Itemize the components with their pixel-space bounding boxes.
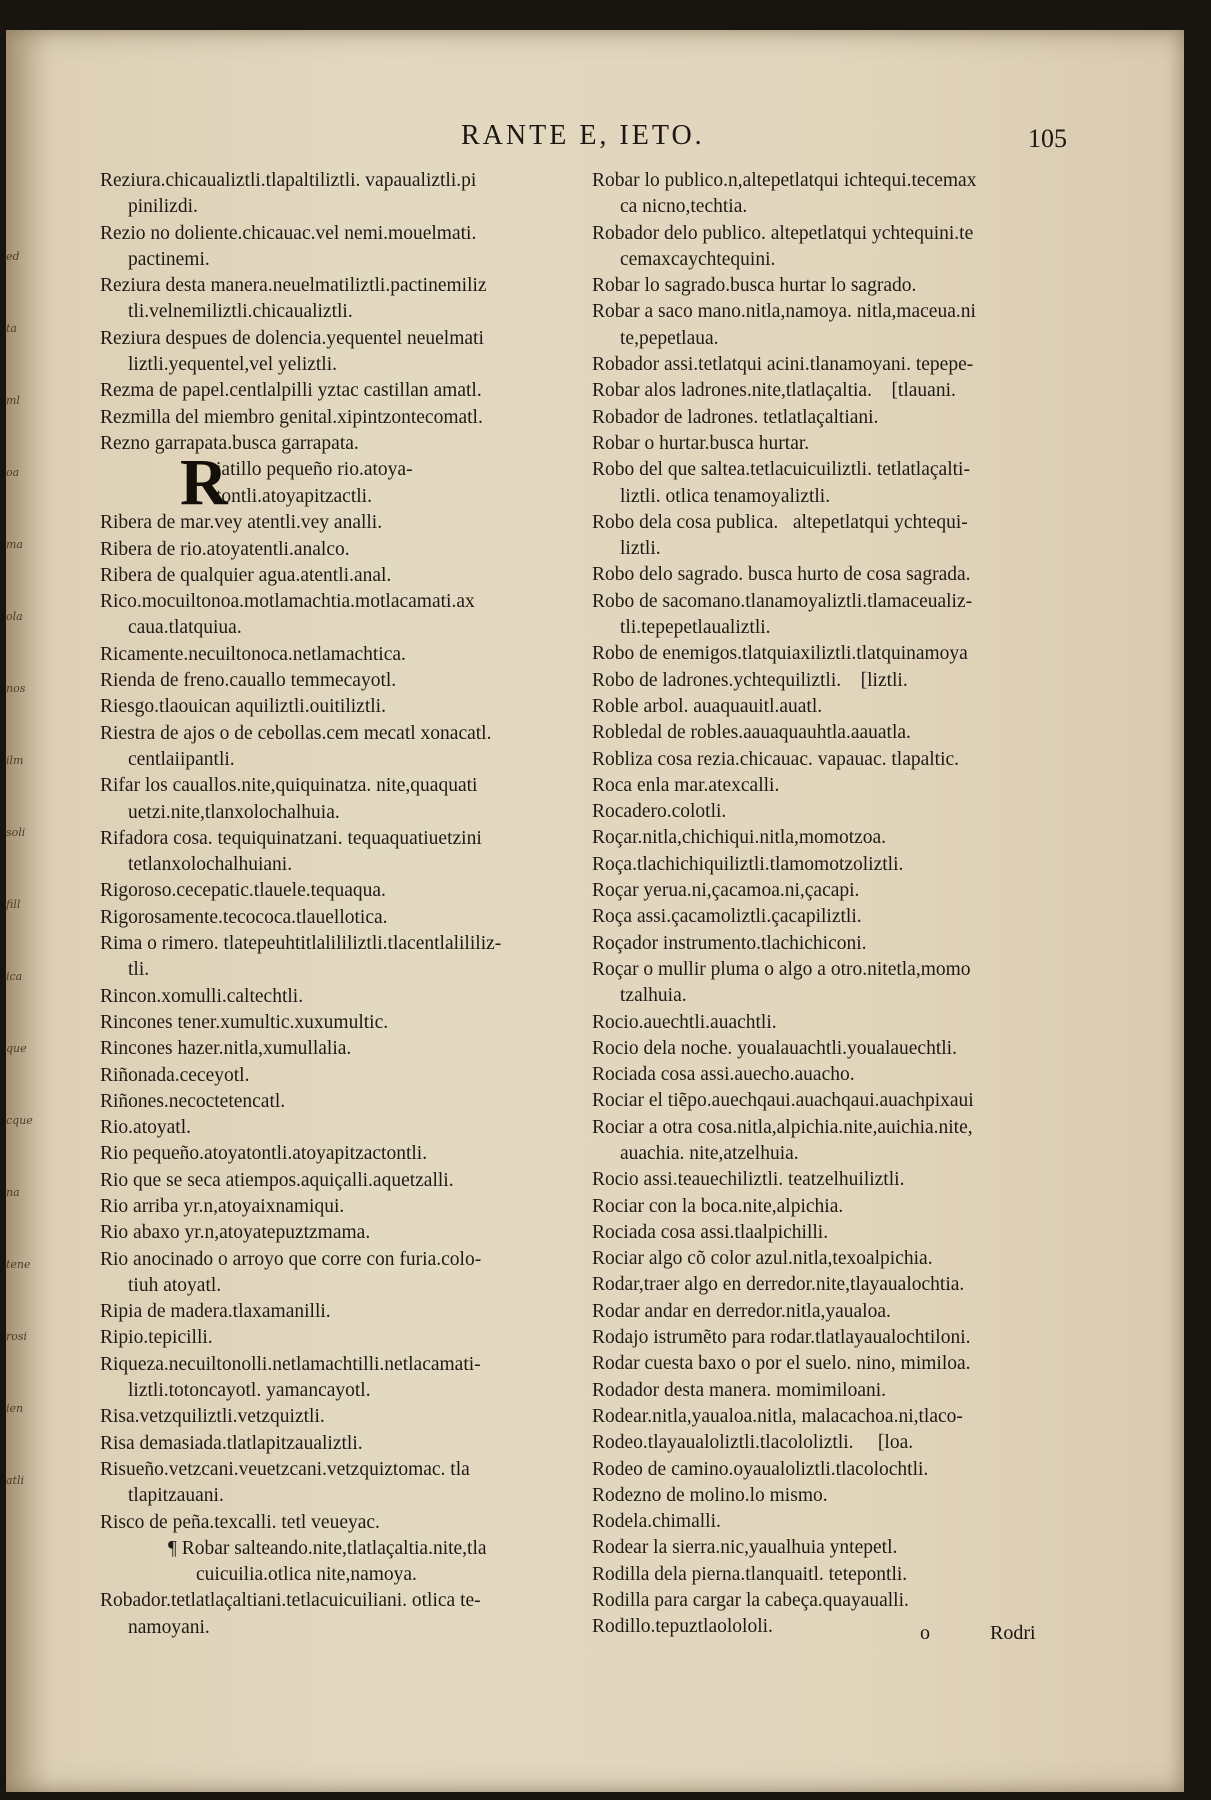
dictionary-entry xyxy=(592,1562,1078,1588)
gutter-fragment: fill xyxy=(6,898,21,911)
dictionary-entry xyxy=(100,826,580,879)
entry-text: Riñones.necoctetencatl. xyxy=(100,1090,286,1112)
gutter-fragment: ien xyxy=(6,1402,24,1415)
dictionary-entry xyxy=(592,1325,1078,1351)
entry-text: Riñonada.ceceyotl. xyxy=(100,1064,250,1086)
entry-continuation: tli.velnemiliztli.chicaualiztli. xyxy=(128,301,353,323)
entry-text: Rigorosamente.tecococa.tlauellotica. xyxy=(100,906,388,928)
dictionary-entry xyxy=(592,510,1078,563)
dictionary-entry xyxy=(592,1220,1078,1246)
entry-text: Ribera de qualquier agua.atentli.anal. xyxy=(100,564,392,586)
entry-text: Roçar.nitla,chichiqui.nitla,momotzoa. xyxy=(592,827,887,849)
dictionary-entry xyxy=(592,641,1078,667)
entry-text: Rio.atoyatl. xyxy=(100,1117,191,1139)
entry-continuation: tli. xyxy=(128,959,150,981)
dictionary-entry xyxy=(592,799,1078,825)
gutter-fragment: ica xyxy=(6,970,23,983)
left-column xyxy=(100,168,580,1641)
dictionary-entry xyxy=(100,1115,580,1141)
dictionary-entry xyxy=(100,642,580,668)
gutter-fragment: que xyxy=(6,1042,27,1055)
dictionary-entry xyxy=(592,1535,1078,1561)
dictionary-entry xyxy=(100,668,580,694)
dictionary-entry xyxy=(592,931,1078,957)
gutter-fragment: ta xyxy=(6,322,17,335)
dictionary-entry xyxy=(592,273,1078,299)
dictionary-entry xyxy=(592,825,1078,851)
dictionary-entry xyxy=(592,852,1078,878)
dictionary-entry xyxy=(592,957,1078,1010)
dictionary-entry xyxy=(592,1115,1078,1168)
dictionary-entry xyxy=(100,431,580,457)
entry-text: Rezio no doliente.chicauac.vel nemi.mouelmati. xyxy=(100,222,477,244)
folio-number: 105 xyxy=(1028,124,1067,153)
entry-text: Robador de ladrones. tetlatlaçaltiani. xyxy=(592,406,879,428)
entry-continuation: tli.tepepetlaualiztli. xyxy=(620,617,771,639)
dictionary-entry xyxy=(592,1483,1078,1509)
dictionary-entry xyxy=(100,984,580,1010)
entry-text: Rezma de papel.centlalpilli yztac castillan amatl. xyxy=(100,380,482,402)
entry-text: Rodillo.tepuztlaolololi. xyxy=(592,1616,773,1638)
entry-text: Ripio.tepicilli. xyxy=(100,1327,213,1349)
gutter-fragment: soli xyxy=(6,826,26,839)
dictionary-entry xyxy=(100,1457,580,1510)
dictionary-entry xyxy=(100,1063,580,1089)
entry-text: Rociar con la boca.nite,alpichia. xyxy=(592,1195,844,1217)
entry-text: Roça.tlachichiquiliztli.tlamomotzoliztli. xyxy=(592,853,904,875)
gutter-fragment: ilm xyxy=(6,754,24,767)
entry-text: Rodar andar en derredor.nitla,yaualoa. xyxy=(592,1300,891,1322)
entry-text: Rincones tener.xumultic.xuxumultic. xyxy=(100,1011,389,1033)
entry-text: Rigoroso.cecepatic.tlauele.tequaqua. xyxy=(100,880,386,902)
dictionary-entry xyxy=(592,378,1078,404)
entry-text: Rico.mocuiltonoa.motlamachtia.motlacamati.ax xyxy=(100,591,475,613)
entry-text: Reziura desta manera.neuelmatiliztli.pactinemiliz xyxy=(100,275,487,297)
entry-text: Robador.tetlatlaçaltiani.tetlacuicuiliani. otlica te- xyxy=(100,1590,481,1612)
entry-text: ¶ Robar salteando.nite,tlatlaçaltia.nite,tla xyxy=(168,1537,487,1559)
entry-continuation: liztli. xyxy=(620,538,661,560)
gutter-fragment: tene xyxy=(6,1258,31,1271)
dictionary-entry xyxy=(100,510,580,536)
gutter-fragment: oa xyxy=(6,466,20,479)
entry-continuation: te,pepetlaua. xyxy=(620,327,719,349)
entry-text: Riesgo.tlaouican aquiliztli.ouitiliztli. xyxy=(100,696,386,718)
entry-text: Robar a saco mano.nitla,namoya. nitla,maceua.ni xyxy=(592,301,976,323)
entry-text: Risa.vetzquiliztli.vetzquiztli. xyxy=(100,1406,325,1428)
dictionary-entry xyxy=(100,1352,580,1405)
entry-text: Robar alos ladrones.nite,tlatlaçaltia. [tlauani. xyxy=(592,380,956,402)
dictionary-entry xyxy=(100,773,580,826)
signature-mark: o xyxy=(920,1622,930,1644)
entry-text: Robador assi.tetlatqui acini.tlanamoyani. tepepe- xyxy=(592,354,974,376)
dictionary-entry xyxy=(100,1141,580,1167)
entry-text: Riestra de ajos o de cebollas.cem mecatl xonacatl. xyxy=(100,722,492,744)
entry-continuation: cuicuilia.otlica nite,namoya. xyxy=(196,1564,417,1586)
dictionary-entry xyxy=(592,221,1078,274)
entry-text: Rincon.xomulli.caltechtli. xyxy=(100,985,304,1007)
entry-text: Roçador instrumento.tlachichiconi. xyxy=(592,932,867,954)
entry-text: Ribera de mar.vey atentli.vey analli. xyxy=(100,512,383,534)
entry-text: Rienda de freno.cauallo temmecayotl. xyxy=(100,670,397,692)
gutter-fragment: ed xyxy=(6,250,20,263)
dictionary-entry xyxy=(592,1378,1078,1404)
entry-text: Rifar los cauallos.nite,quiquinatza. nite,quaquati xyxy=(100,775,478,797)
entry-text: Rodilla dela pierna.tlanquaitl. tetepontli. xyxy=(592,1563,908,1585)
gutter-fragment: atli xyxy=(6,1474,25,1487)
dictionary-entry xyxy=(592,352,1078,378)
dictionary-entry xyxy=(592,1062,1078,1088)
dictionary-entry xyxy=(100,378,580,404)
entry-text: Rodilla para cargar la cabeça.quayaualli. xyxy=(592,1590,909,1612)
book-page xyxy=(6,30,1184,1792)
drop-cap: R xyxy=(180,446,228,520)
entry-text: Roca enla mar.atexcalli. xyxy=(592,774,780,796)
dictionary-entry xyxy=(100,1089,580,1115)
dictionary-entry xyxy=(592,1457,1078,1483)
entry-text: Reziura despues de dolencia.yequentel neuelmati xyxy=(100,327,484,349)
dictionary-entry xyxy=(592,720,1078,746)
dictionary-entry xyxy=(592,747,1078,773)
entry-text: Rifadora cosa. tequiquinatzani. tequaquatiuetzini xyxy=(100,827,482,849)
entry-text: Rio abaxo yr.n,atoyatepuztzmama. xyxy=(100,1222,371,1244)
entry-text: Rezmilla del miembro genital.xipintzontecomatl. xyxy=(100,406,483,428)
dictionary-entry xyxy=(592,1167,1078,1193)
dictionary-entry xyxy=(100,1588,580,1641)
right-column xyxy=(592,168,1078,1641)
entry-continuation: tiuh atoyatl. xyxy=(128,1274,222,1296)
dictionary-entry xyxy=(100,1404,580,1430)
dictionary-entry xyxy=(100,589,580,642)
dictionary-entry xyxy=(100,326,580,379)
dictionary-entry xyxy=(100,1510,580,1536)
entry-continuation: tzalhuia. xyxy=(620,985,687,1007)
dictionary-entry xyxy=(592,1036,1078,1062)
entry-text: Rocadero.colotli. xyxy=(592,801,727,823)
entry-text: Rociada cosa assi.tlaalpichilli. xyxy=(592,1221,829,1243)
entry-text: Rio pequeño.atoyatontli.atoyapitzactontli. xyxy=(100,1143,428,1165)
entry-text: Robar lo publico.n,altepetlatqui ichtequi.tecemax xyxy=(592,170,977,191)
entry-text: Robo de ladrones.ychtequiliztli. [liztli. xyxy=(592,669,908,691)
entry-text: Rodear la sierra.nic,yaualhuia yntepetl. xyxy=(592,1537,898,1559)
catchword: Rodri xyxy=(990,1622,1036,1644)
entry-text: Rodezno de molino.lo mismo. xyxy=(592,1484,828,1506)
dictionary-entry xyxy=(592,1351,1078,1377)
dictionary-entry xyxy=(592,694,1078,720)
entry-continuation: ca nicno,techtia. xyxy=(620,196,748,218)
entry-text: Rodajo istrumẽto para rodar.tlatlayaualochtiloni. xyxy=(592,1327,971,1349)
dictionary-entry xyxy=(100,1168,580,1194)
dictionary-entry xyxy=(100,878,580,904)
dictionary-entry xyxy=(592,1509,1078,1535)
entry-continuation: uetzi.nite,tlanxolochalhuia. xyxy=(128,801,340,823)
entry-text: Roça assi.çacamoliztli.çacapiliztli. xyxy=(592,906,862,928)
entry-text: Robo dela cosa publica. altepetlatqui ychtequi- xyxy=(592,511,968,533)
gutter-fragment: ola xyxy=(6,610,23,623)
dictionary-entry xyxy=(100,446,580,520)
entry-text: Rociar algo cõ color azul.nitla,texoalpichia. xyxy=(592,1248,933,1270)
entry-text: Robo de sacomano.tlanamoyaliztli.tlamaceualiz- xyxy=(592,590,973,612)
entry-text: Robliza cosa rezia.chicauac. vapauac. tlapaltic. xyxy=(592,748,960,770)
dictionary-entry xyxy=(100,1036,580,1062)
entry-text: Rodeo.tlayaualoliztli.tlacololiztli. [loa. xyxy=(592,1432,914,1454)
entry-text: Rocio dela noche. youalauachtli.youalauechtli. xyxy=(592,1037,957,1059)
entry-text: Robador delo publico. altepetlatqui ychtequini.te xyxy=(592,222,974,244)
dictionary-entry xyxy=(592,168,1078,221)
dictionary-entry xyxy=(592,299,1078,352)
dictionary-entry xyxy=(100,1247,580,1300)
dictionary-entry xyxy=(592,431,1078,457)
entry-text: Rio anocinado o arroyo que corre con furia.colo- xyxy=(100,1248,482,1270)
entry-text: Ribera de rio.atoyatentli.analco. xyxy=(100,538,350,560)
dictionary-entry xyxy=(592,668,1078,694)
dictionary-entry xyxy=(592,1588,1078,1614)
entry-text: Robo delo sagrado. busca hurto de cosa sagrada. xyxy=(592,564,971,586)
entry-continuation: tontli.atoyapitzactli. xyxy=(216,485,372,507)
entry-text: Rezno garrapata.busca garrapata. xyxy=(100,432,359,454)
entry-text: Riqueza.necuiltonolli.netlamachtilli.netlacamati- xyxy=(100,1353,481,1375)
dictionary-entry xyxy=(100,721,580,774)
entry-text: Rodar,traer algo en derredor.nite,tlayaualochtia. xyxy=(592,1274,965,1296)
entry-text: Rincones hazer.nitla,xumullalia. xyxy=(100,1038,352,1060)
entry-text: Reziura.chicaualiztli.tlapaltiliztli. vapaualiztli.pi xyxy=(100,170,477,191)
entry-text: Rocio.auechtli.auachtli. xyxy=(592,1011,777,1033)
gutter-fragment: na xyxy=(6,1186,20,1199)
dictionary-entry xyxy=(592,1010,1078,1036)
entry-continuation: liztli.yequentel,vel yeliztli. xyxy=(128,354,338,376)
entry-text: Rociar a otra cosa.nitla,alpichia.nite,auichia.nite, xyxy=(592,1116,973,1138)
gutter-fragment: cque xyxy=(6,1114,33,1127)
dictionary-entry xyxy=(100,694,580,720)
entry-text: Rodeo de camino.oyaualoliztli.tlacolochtli. xyxy=(592,1458,929,1480)
entry-text: Roçar o mullir pluma o algo a otro.nitetla,momo xyxy=(592,958,971,980)
entry-text: Rodela.chimalli. xyxy=(592,1511,721,1533)
dictionary-entry xyxy=(100,905,580,931)
entry-text: Ricamente.necuiltonoca.netlamachtica. xyxy=(100,643,406,665)
entry-text: Rio que se seca atiempos.aquiçalli.aquetzalli. xyxy=(100,1169,454,1191)
entry-text: Ripia de madera.tlaxamanilli. xyxy=(100,1301,331,1323)
entry-text: iatillo pequeño rio.atoya- xyxy=(216,459,413,481)
entry-text: Rocio assi.teauechiliztli. teatzelhuiliztli. xyxy=(592,1169,905,1191)
entry-continuation: tlapitzauani. xyxy=(128,1485,224,1507)
dictionary-entry xyxy=(100,221,580,274)
entry-text: Rociada cosa assi.auecho.auacho. xyxy=(592,1064,855,1086)
dictionary-entry xyxy=(592,1272,1078,1298)
dictionary-entry xyxy=(592,405,1078,431)
dictionary-entry xyxy=(100,1194,580,1220)
running-head: RANTE E, IETO. xyxy=(461,120,705,151)
dictionary-entry xyxy=(100,1431,580,1457)
entry-continuation: tetlanxolochalhuiani. xyxy=(128,854,293,876)
dictionary-entry xyxy=(100,563,580,589)
dictionary-entry xyxy=(100,1010,580,1036)
entry-text: Rodador desta manera. momimiloani. xyxy=(592,1379,887,1401)
dictionary-entry xyxy=(592,1404,1078,1430)
entry-continuation: cemaxcaychtequini. xyxy=(620,248,776,270)
dictionary-entry xyxy=(100,273,580,326)
dictionary-entry xyxy=(100,405,580,431)
dictionary-entry xyxy=(592,1194,1078,1220)
dictionary-entry xyxy=(592,1246,1078,1272)
gutter-fragment: rosi xyxy=(6,1330,28,1343)
dictionary-entry xyxy=(592,457,1078,510)
entry-text: Rima o rimero. tlatepeuhtitlalililiztli.tlacentlalililiz- xyxy=(100,933,502,955)
dictionary-entry xyxy=(100,1536,580,1589)
gutter-fragment: ma xyxy=(6,538,23,551)
entry-continuation: liztli.totoncayotl. yamancayotl. xyxy=(128,1380,371,1402)
dictionary-entry xyxy=(100,1325,580,1351)
entry-continuation: pinilizdi. xyxy=(128,196,198,218)
entry-text: Risco de peña.texcalli. tetl veueyac. xyxy=(100,1511,380,1533)
dictionary-entry xyxy=(100,931,580,984)
entry-text: Robledal de robles.aauaquauhtla.aauatla. xyxy=(592,722,911,744)
dictionary-entry xyxy=(100,168,580,221)
dictionary-entry xyxy=(592,878,1078,904)
dictionary-entry xyxy=(592,1299,1078,1325)
entry-text: Risa demasiada.tlatlapitzaualiztli. xyxy=(100,1432,363,1454)
entry-text: Rio arriba yr.n,atoyaixnamiqui. xyxy=(100,1195,345,1217)
entry-text: Roble arbol. auaquauitl.auatl. xyxy=(592,695,823,717)
dictionary-entry xyxy=(592,562,1078,588)
dictionary-entry xyxy=(592,773,1078,799)
entry-text: Rociar el tiẽpo.auechqaui.auachqaui.auachpixaui xyxy=(592,1090,974,1112)
gutter-fragment: ml xyxy=(6,394,20,407)
entry-continuation: pactinemi. xyxy=(128,248,210,270)
entry-continuation: liztli. otlica tenamoyaliztli. xyxy=(620,485,831,507)
entry-text: Robar lo sagrado.busca hurtar lo sagrado. xyxy=(592,275,917,297)
dictionary-entry xyxy=(592,1430,1078,1456)
dictionary-entry xyxy=(100,537,580,563)
entry-continuation: caua.tlatquiua. xyxy=(128,617,242,639)
dictionary-entry xyxy=(592,1088,1078,1114)
entry-text: Robo del que saltea.tetlacuicuiliztli. tetlatlaçalti- xyxy=(592,459,970,481)
dictionary-entry xyxy=(592,589,1078,642)
dictionary-entry xyxy=(100,1220,580,1246)
entry-text: Roçar yerua.ni,çacamoa.ni,çacapi. xyxy=(592,880,860,902)
entry-continuation: auachia. nite,atzelhuia. xyxy=(620,1142,799,1164)
dictionary-entry xyxy=(100,1299,580,1325)
entry-continuation: centlaiipantli. xyxy=(128,748,235,770)
entry-text: Robo de enemigos.tlatquiaxiliztli.tlatquinamoya xyxy=(592,643,968,665)
entry-text: Robar o hurtar.busca hurtar. xyxy=(592,432,810,454)
entry-continuation: namoyani. xyxy=(128,1616,210,1638)
dictionary-entry xyxy=(592,904,1078,930)
gutter-fragment: nos xyxy=(6,682,26,695)
entry-text: Risueño.vetzcani.veuetzcani.vetzquiztomac. tla xyxy=(100,1458,470,1480)
entry-text: Rodear.nitla,yaualoa.nitla, malacachoa.ni,tlaco- xyxy=(592,1405,963,1427)
entry-text: Rodar cuesta baxo o por el suelo. nino, mimiloa. xyxy=(592,1353,971,1375)
